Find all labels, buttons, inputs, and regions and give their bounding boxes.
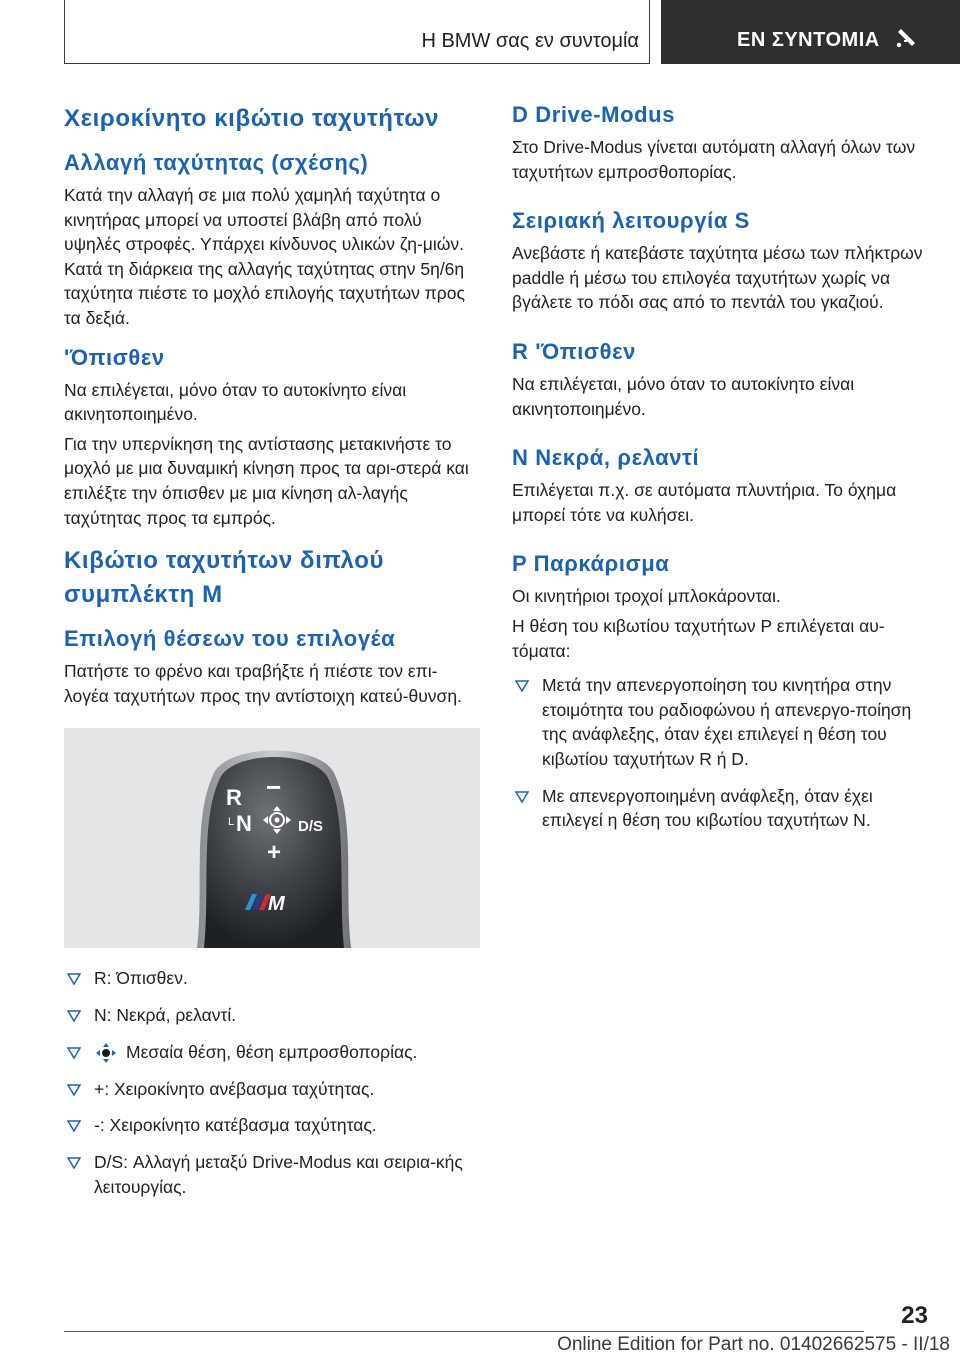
list-item: N: Νεκρά, ρελαντί. xyxy=(64,1003,480,1028)
gear-selector-image xyxy=(64,728,480,948)
knob-label-minus: − xyxy=(266,772,282,803)
knob-label-n: N xyxy=(236,811,252,837)
reverse-text-2: Για την υπερνίκηση της αντίστασης μετακινήστε το μοχλό με μια δυναμική κίνηση προς τα αρι-στερά και επιλέξτε την όπισθεν με μια κίνηση αλ-λαγής ταχύτητας προς τα εμπρός. xyxy=(64,433,469,528)
header-section-title xyxy=(64,0,650,64)
n-neutral-text: Επιλέγεται π.χ. σε αυτόματα πλυντήρια. Το όχημα μπορεί τότε να κυλήσει. xyxy=(512,480,897,525)
list-item: Μεσαία θέση, θέση εμπροσθοπορίας. xyxy=(64,1040,480,1065)
knob-label-r: R xyxy=(226,785,242,811)
header-right-title: ΕΝ ΣΥΝΤΟΜΙΑ xyxy=(737,29,880,51)
triangle-bullet-icon xyxy=(67,1156,81,1170)
quick-reference-icon xyxy=(895,27,917,49)
r-reverse-heading: R 'Όπισθεν xyxy=(512,338,636,364)
p-park-text-1: Οι κινητήριοι τροχοί μπλοκάρονται. xyxy=(512,586,781,607)
selector-positions-list xyxy=(64,966,480,1199)
header-chapter-tab xyxy=(661,0,960,64)
list-item: Με απενεργοποιημένη ανάφλεξη, όταν έχει επιλεγεί η θέση του κιβωτίου ταχυτήτων N. xyxy=(512,784,932,833)
page-header xyxy=(64,0,960,64)
dct-heading: Κιβώτιο ταχυτήτων διπλού συμπλέκτη M xyxy=(64,547,385,609)
drive-mode-text: Στο Drive-Modus γίνεται αυτόματη αλλαγή όλων των ταχυτήτων εμπροσθοπορίας. xyxy=(512,137,916,182)
sequential-mode-text: Ανεβάστε ή κατεβάστε ταχύτητα μέσω των πλήκτρων paddle ή μέσω του επιλογέα ταχυτήτων χωρίς να βγάλετε το πόδι σας από το πεντάλ του γκαζιού. xyxy=(512,243,923,313)
knob-label-l: L xyxy=(228,816,235,829)
p-park-heading: P Παρκάρισμα xyxy=(512,551,670,577)
edition-footer: Online Edition for Part no. 01402662575 - II/18 xyxy=(557,1334,950,1355)
triangle-bullet-icon xyxy=(67,1119,81,1133)
drive-mode-heading: D Drive-Modus xyxy=(512,102,676,127)
center-position-icon xyxy=(94,1041,118,1065)
reverse-heading: 'Όπισθεν xyxy=(64,344,165,370)
list-item: R: Όπισθεν. xyxy=(64,966,480,991)
gear-change-text: Κατά την αλλαγή σε μια πολύ χαμηλή ταχύτητα ο κινητήρας μπορεί να υποστεί βλάβη από πολύ υψηλές στροφές. Υπάρχει κίνδυνος υλικών ζη-μιών. Κατά τη διάρκεια της αλλαγής ταχύτητας στην 5η/6η ταχύτητα πιέστε το μοχλό επιλογής ταχυτήτων προς τα δεξιά. xyxy=(64,185,465,328)
manual-gearbox-heading: Χειροκίνητο κιβώτιο ταχυτήτων xyxy=(64,105,440,132)
triangle-bullet-icon xyxy=(67,972,81,986)
list-item: D/S: Αλλαγή μεταξύ Drive-Modus και σειρια-κής λειτουργίας. xyxy=(64,1150,480,1199)
list-item: +: Χειροκίνητο ανέβασμα ταχύτητας. xyxy=(64,1077,480,1102)
triangle-bullet-icon xyxy=(515,679,529,693)
knob-label-ds: D/S xyxy=(298,818,324,836)
list-item: Μετά την απενεργοποίηση του κινητήρα στην ετοιμότητα του ραδιοφώνου ή απενεργο-ποίηση της ανάφλεξης, όταν έχει επιλεγεί η θέση του κιβωτίου ταχυτήτων R ή D. xyxy=(512,673,932,771)
footer-divider xyxy=(64,1331,864,1332)
header-left-title: Η BMW σας εν συντομία xyxy=(421,30,639,52)
sequential-mode-heading: Σειριακή λειτουργία S xyxy=(512,208,750,234)
r-reverse-text: Να επιλέγεται, μόνο όταν το αυτοκίνητο είναι ακινητοποιημένο. xyxy=(512,373,855,419)
page-number: 23 xyxy=(901,1302,928,1329)
list-item: -: Χειροκίνητο κατέβασμα ταχύτητας. xyxy=(64,1113,480,1138)
p-park-text-2: Η θέση του κιβωτίου ταχυτήτων P επιλέγεται αυ-τόματα: xyxy=(512,615,885,661)
triangle-bullet-icon xyxy=(67,1009,81,1023)
park-conditions-list xyxy=(512,673,932,833)
selector-positions-heading: Επιλογή θέσεων του επιλογέα xyxy=(64,626,396,652)
triangle-bullet-icon xyxy=(67,1046,81,1060)
selector-positions-text: Πατήστε το φρένο και τραβήξτε ή πιέστε τον επι-λογέα ταχυτήτων προς την αντίστοιχη κατεύ-θυνση. xyxy=(64,661,462,706)
n-neutral-heading: N Νεκρά, ρελαντί xyxy=(512,445,700,471)
triangle-bullet-icon xyxy=(67,1083,81,1097)
m-logo-letter: M xyxy=(268,893,285,916)
knob-label-plus: + xyxy=(267,839,282,867)
gear-change-heading: Αλλαγή ταχύτητας (σχέσης) xyxy=(64,150,369,175)
right-column xyxy=(512,100,932,845)
left-column xyxy=(64,100,480,1211)
triangle-bullet-icon xyxy=(515,790,529,804)
reverse-text-1: Να επιλέγεται, μόνο όταν το αυτοκίνητο είναι ακινητοποιημένο. xyxy=(64,379,407,425)
